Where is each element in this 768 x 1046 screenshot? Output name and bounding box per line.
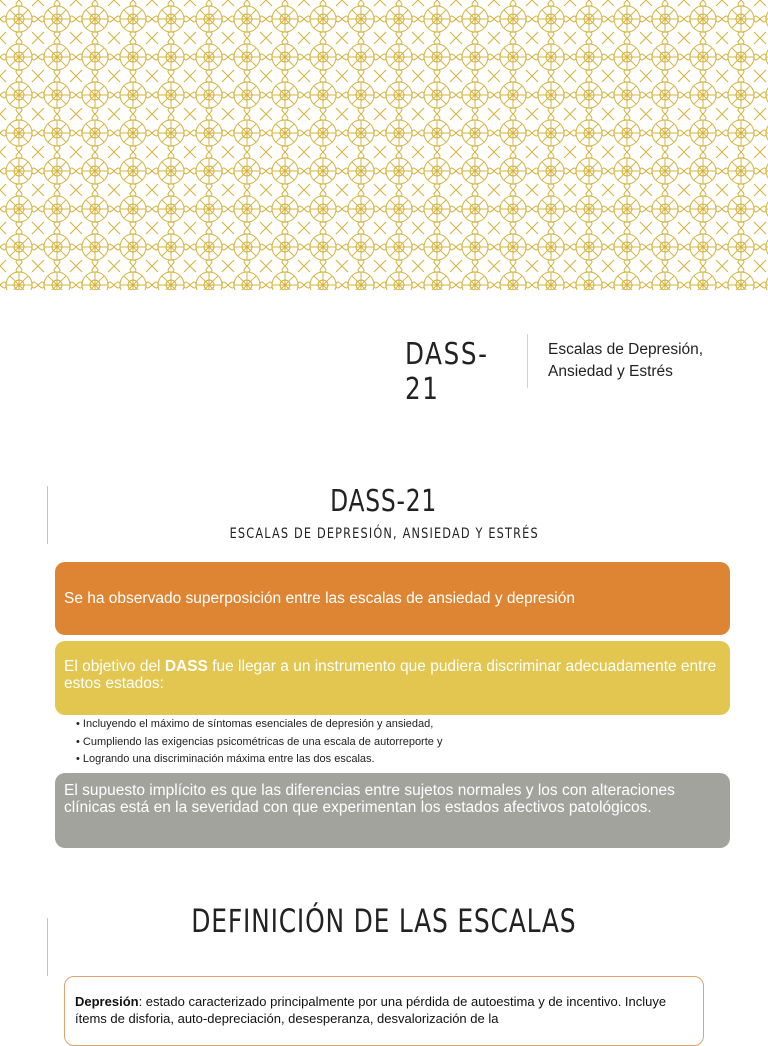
objective-suffix: fue llegar a un instrumento que pudiera discriminar adecuadamente entre estos estados: <box>64 658 717 692</box>
decorative-pattern <box>0 0 768 290</box>
definition-term: Depresión <box>75 994 139 1009</box>
assumption-box <box>55 773 730 848</box>
objective-prefix: El objetivo del <box>64 658 165 675</box>
title-divider <box>527 334 528 388</box>
slide2-subtitle: ESCALAS DE DEPRESIÓN, ANSIEDAD Y ESTRÉS <box>229 526 539 542</box>
overlap-text: Se ha observado superposición entre las escalas de ansiedad y depresión <box>64 590 575 607</box>
slide2-title: DASS-21 <box>330 484 438 519</box>
objective-bullets <box>76 716 442 769</box>
objective-box <box>55 641 730 715</box>
bullet-item: • Logrando una discriminación máxima entre las dos escalas. <box>76 751 442 769</box>
definition-text: : estado caracterizado principalmente por una pérdida de autoestima y de incentivo. Incluye ítems de disforia, auto-depreciación, desesperanza, desvalorización de la <box>75 994 667 1026</box>
title-slide-subtitle <box>548 339 748 383</box>
definition-box <box>64 976 704 1046</box>
bullet-item: • Cumpliendo las exigencias psicométricas de una escala de autorreporte y <box>76 734 442 752</box>
title-slide-title: DASS-21 <box>405 337 489 407</box>
bullet-item: • Incluyendo el máximo de síntomas esenciales de depresión y ansiedad, <box>76 716 442 734</box>
subtitle-line-2: Ansiedad y Estrés <box>548 363 673 380</box>
objective-bold: DASS <box>164 658 208 675</box>
assumption-text: El supuesto implícito es que las diferencias entre sujetos normales y los con alteraciones clínicas está en la severidad con que experimentan los estados afectivos patológicos. <box>64 782 675 816</box>
slide3-title: DEFINICIÓN DE LAS ESCALAS <box>191 902 577 940</box>
subtitle-line-1: Escalas de Depresión, <box>548 341 704 358</box>
overlap-box <box>55 562 730 635</box>
